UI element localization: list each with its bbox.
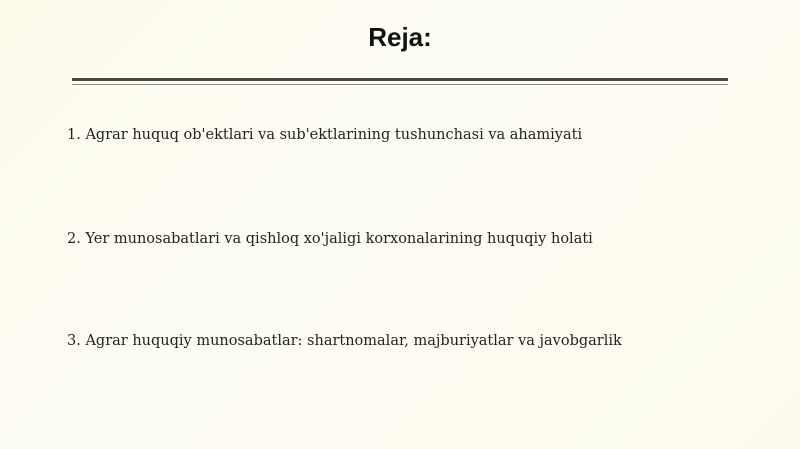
plan-item-2: 2. Yer munosabatlari va qishloq xo'jaligi korxonalarining huquqiy holati [67,231,593,247]
slide-title: Reja: [368,22,432,52]
plan-item-3: 3. Agrar huquqiy munosabatlar: shartnomalar, majburiyatlar va javobgarlik [67,333,622,349]
plan-item-1: 1. Agrar huquq ob'ektlari va sub'ektlarining tushunchasi va ahamiyati [67,127,583,143]
title-divider-thick [72,78,728,81]
title-divider-thin [72,84,728,85]
